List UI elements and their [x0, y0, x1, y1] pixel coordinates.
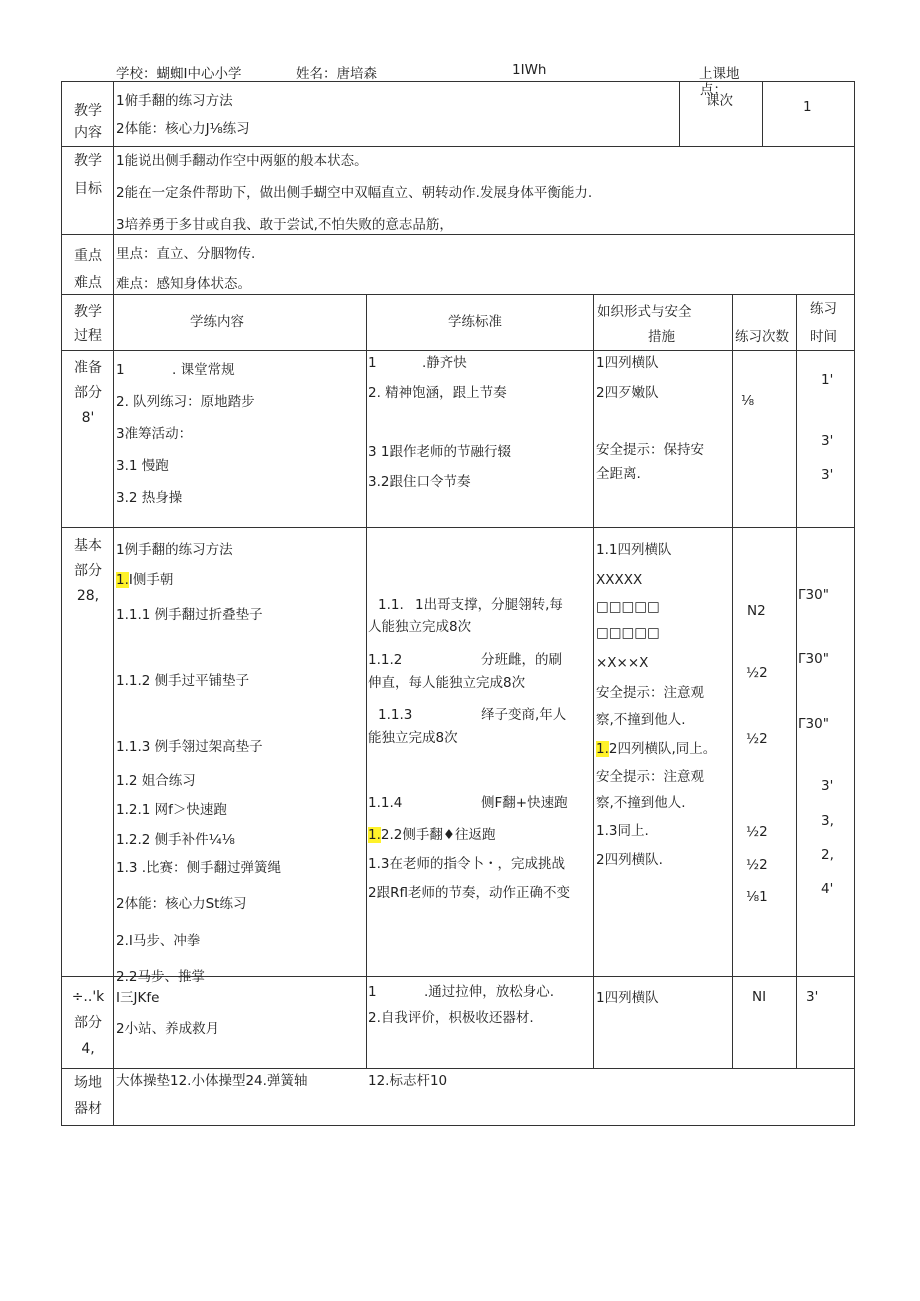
basic-standard: 1.1.2	[368, 652, 403, 668]
difficult-point: 难点：感知身体状态。	[116, 276, 251, 292]
col-divider	[593, 294, 594, 1068]
prep-org: 安全提示：保持安	[596, 442, 704, 458]
lesson-number-value: 1	[803, 99, 812, 115]
basic-content: 1.3 .比赛：侧手翻过弹簧绳	[116, 860, 282, 876]
basic-org: 1.3同上.	[596, 823, 649, 839]
equipment-text: 12.标志杆10	[368, 1073, 448, 1089]
end-count: NI	[752, 989, 767, 1005]
key-row-label: 重点 难点	[74, 248, 102, 291]
basic-content: 1.2.1 网f＞快速跑	[116, 802, 227, 818]
basic-org: 察,不撞到他人.	[596, 795, 686, 811]
basic-time: 3'	[821, 778, 834, 794]
prep-content: 3.1 慢跑	[116, 458, 169, 474]
basic-content: 2.2马步、推掌	[116, 969, 205, 985]
basic-time: 2,	[821, 847, 834, 863]
basic-content: 1.I侧手朝	[116, 572, 174, 588]
col-header-count: 练习次数	[735, 329, 789, 345]
end-standard: .通过拉伸，放松身心.	[424, 984, 555, 1000]
basic-standard: 1出哥支撑，分腿翎转,每	[415, 597, 563, 613]
row-divider	[61, 146, 855, 147]
basic-standard: 能独立完成8次	[368, 730, 458, 746]
header-mark: 1IWh	[512, 62, 547, 78]
col-header-organization: 如织形式与安全	[597, 304, 692, 320]
basic-content: 2.I马步、冲拳	[116, 933, 201, 949]
prep-org: 2四歹嫩队	[596, 385, 659, 401]
basic-standard: 人能独立完成8次	[368, 619, 472, 635]
basic-org: 安全提示：注意观	[596, 769, 704, 785]
col-header-time: 练习	[810, 301, 837, 317]
process-header-label: 教学 过程	[74, 304, 102, 344]
basic-time: Γ30"	[798, 716, 829, 732]
col-header-standard: 学练标准	[448, 314, 502, 330]
basic-org: ×X××X	[596, 655, 649, 671]
basic-count: ½2	[746, 731, 768, 747]
col-divider	[679, 81, 680, 146]
basic-standard: 2跟Rfl老师的节奏，动作正确不变	[368, 885, 570, 901]
basic-count: ½2	[746, 857, 768, 873]
prep-content: 3准筹活动：	[116, 426, 193, 442]
basic-org: 察,不撞到他人.	[596, 712, 686, 728]
goal-line: 3培养勇于多甘或自我、敢于尝试,不怕失败的意志品筋，	[116, 217, 453, 233]
prep-org: 全距离.	[596, 466, 641, 482]
col-divider	[762, 81, 763, 146]
basic-org: □□□□□	[596, 599, 660, 615]
prep-time: 3'	[821, 433, 834, 449]
basic-content: 1.1.2 侧手过平铺垫子	[116, 673, 250, 689]
prep-content: 3.2 热身操	[116, 490, 183, 506]
end-standard: 1	[368, 984, 377, 1000]
basic-content: 1.1.1 例手翻过折叠垫子	[116, 607, 263, 623]
prep-standard: 3.2跟住口令节奏	[368, 474, 471, 490]
basic-content: 2体能：核心力St练习	[116, 896, 247, 912]
basic-count: ⅛1	[746, 889, 768, 905]
basic-content: 1例手翻的练习方法	[116, 542, 233, 558]
basic-content: 1.2.2 侧手补件¼⅛	[116, 832, 235, 848]
prep-content: . 课堂常规	[172, 362, 235, 378]
end-section-label: ÷..'k 部分 4,	[71, 989, 105, 1057]
content-line: 1俯手翻的练习方法	[116, 93, 233, 109]
row-divider	[61, 527, 855, 528]
basic-count: ½2	[746, 824, 768, 840]
key-point: 里点：直立、分胭物传.	[116, 246, 256, 262]
prep-standard: 3 1跟作老师的节融行辍	[368, 444, 511, 460]
prep-count: ⅛	[741, 393, 755, 409]
prep-standard: 1	[368, 355, 377, 371]
prep-content: 1	[116, 362, 125, 378]
clipped-cell	[114, 960, 364, 985]
prep-content: 2. 队列练习：原地踏步	[116, 394, 255, 410]
basic-count: N2	[747, 603, 766, 619]
basic-content: 1.1.3 例手翎过架高垫子	[116, 739, 263, 755]
content-row-label: 教学 内容	[74, 103, 102, 141]
basic-time: 4'	[821, 881, 834, 897]
goal-line: 1能说出侧手翻动作空中两躯的般本状态。	[116, 153, 368, 169]
basic-org: □□□□□	[596, 625, 660, 641]
basic-standard: 侧F翻+快速跑	[481, 795, 568, 811]
basic-time: Γ30"	[798, 587, 829, 603]
basic-standard: 1.2.2侧手翻♦往返跑	[368, 827, 496, 843]
prep-time: 1'	[821, 372, 834, 388]
basic-org: XXXXX	[596, 572, 643, 588]
content-line: 2体能：核心力J⅛练习	[116, 121, 250, 137]
col-header-content: 学练内容	[190, 314, 244, 330]
goal-line: 2能在一定条件帮助下，做出侧手蝴空中双幅直立、朝转动作.发展身体平衡能力.	[116, 185, 593, 201]
basic-org: 1.2四列横队,同上。	[596, 741, 717, 757]
basic-standard: 1.1.3	[378, 707, 413, 723]
basic-org: 1.1四列横队	[596, 542, 672, 558]
basic-standard: 伸直，每人能独立完成8次	[368, 675, 526, 691]
end-standard: 2.自我评价，枳极收还器材.	[368, 1010, 534, 1026]
prep-org: 1四列横队	[596, 355, 659, 371]
prep-time: 3'	[821, 467, 834, 483]
basic-standard: 1.1.4	[368, 795, 403, 811]
row-divider	[61, 350, 855, 351]
equipment-text: 大体操垫12.小体操型24.弹簧轴	[116, 1073, 308, 1089]
school-field: 学校：蝴蜘I中心小学	[116, 66, 242, 82]
end-content: I三JKfe	[116, 990, 160, 1006]
prep-standard: .静齐快	[422, 355, 467, 371]
basic-standard: 1.1.	[378, 597, 404, 613]
equipment-row-label: 场地 器材	[74, 1075, 102, 1117]
end-org: 1四列横队	[596, 990, 659, 1006]
basic-time: 3,	[821, 813, 834, 829]
goals-row-label: 教学 目标	[74, 153, 102, 197]
lesson-number-label: 课次	[706, 93, 733, 109]
row-divider	[61, 234, 855, 235]
basic-standard: 1.3在老师的指令卜・，完成挑战	[368, 856, 565, 872]
basic-org: 2四列横队.	[596, 852, 663, 868]
col-header-time: 时间	[810, 329, 837, 345]
venue-label-tail: 点：	[700, 82, 727, 98]
prep-section-label: 准备 部分 8'	[74, 360, 102, 426]
basic-org: 安全提示：注意观	[596, 685, 704, 701]
col-divider	[796, 294, 797, 1068]
venue-label: 上课地	[699, 66, 740, 82]
basic-content: 1.2 姐合练习	[116, 773, 196, 789]
row-divider	[61, 1068, 855, 1069]
basic-standard: 绎子变商,年人	[481, 707, 567, 723]
teacher-name-field: 姓名：唐培森	[296, 66, 377, 82]
col-divider	[366, 294, 367, 1068]
end-content: 2小站、养成救月	[116, 1021, 220, 1037]
prep-standard: 2. 精神饱涵，跟上节奏	[368, 385, 507, 401]
basic-count: ½2	[746, 665, 768, 681]
end-time: 3'	[806, 989, 819, 1005]
row-divider	[61, 294, 855, 295]
basic-section-label: 基本 部分 28,	[74, 538, 102, 604]
col-divider	[732, 294, 733, 1068]
basic-standard: 分班雌，的刷	[481, 652, 562, 668]
basic-time: Γ30"	[798, 651, 829, 667]
col-header-organization: 措施	[648, 329, 675, 345]
